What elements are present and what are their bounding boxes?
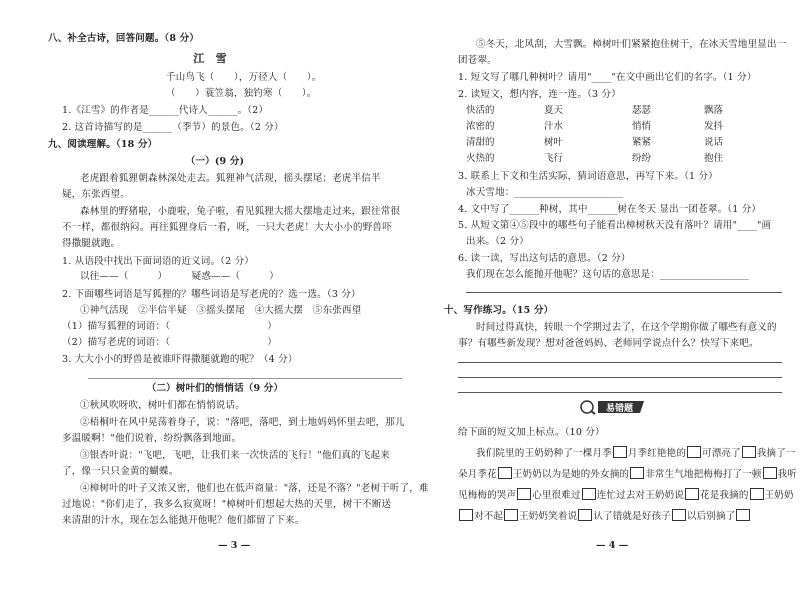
passage2-line: ⑤冬天，北风刮，大雪飘。樟树叶们紧紧抱住树干，在冰天雪地里显出一 <box>476 39 787 50</box>
passage1-line: 疑，东张西望。 <box>62 189 130 200</box>
q8-title: 八、补全古诗，回答问题。（8 分） <box>48 33 200 44</box>
punctuation-box[interactable] <box>685 488 699 500</box>
p1-q1: 1. 从语段中找出下面词语的近义词。（2 分） <box>62 256 254 267</box>
passage-text: 王奶奶 <box>764 490 794 501</box>
punctuation-box[interactable] <box>504 509 518 521</box>
q10-prompt-line: 时间过得真快，转眼一个学期过去了，在这个学期你做了哪些有意义的 <box>476 322 777 333</box>
passage-text: 可漂亮了 <box>702 448 741 459</box>
passage1-line: 得撒腿就跑。 <box>62 238 121 249</box>
answer-line <box>88 378 402 379</box>
q10-title: 十、写作练习。（15 分） <box>444 305 554 316</box>
punctuation-line <box>476 446 796 460</box>
punctuation-box[interactable] <box>736 509 750 521</box>
r-q3-item: 冰天雪地：______________________ <box>466 187 624 198</box>
p1-q2-a: （1）描写狐狸的词语：（ ） <box>62 321 277 332</box>
passage1-line: 森林里的野猪啦，小鹿啦，兔子啦，看见狐狸大摇大摆地走过来，跟往常很 <box>80 206 401 217</box>
poem-title: 江 雪 <box>193 52 227 65</box>
vocab-cell: 飘落 <box>704 105 724 116</box>
r-q3: 3. 联系上下文和生活实际，猜词语意思，再写下来。（1 分） <box>458 171 718 182</box>
r-q1: 1. 短文写了哪几种树叶？请用"____"在文中画出它们的名字。（1 分） <box>458 72 757 83</box>
poem-line-1: 千山鸟飞（ ），万径人（ ）。 <box>166 72 322 83</box>
bonus-question: 给下面的短文加上标点。（10 分） <box>458 427 605 438</box>
passage2-line: ①秋风吹呀吹，树叶们都在悄悄说话。 <box>80 400 245 411</box>
writing-line <box>458 362 782 363</box>
punctuation-box[interactable] <box>742 446 756 458</box>
punctuation-box[interactable] <box>687 446 701 458</box>
passage2-line: ④樟树叶的叶子又浓又密，他们也在低声商量："落，还是不落？"老树干听了，难 <box>80 483 429 494</box>
r-q5-line2: 出来。（2 分） <box>466 236 529 247</box>
part1-title: （一）(9 分) <box>185 156 245 167</box>
page-number: — 3 — <box>218 540 251 551</box>
punctuation-box[interactable] <box>630 467 644 479</box>
vocab-cell: 紧紧 <box>632 137 652 148</box>
part2-title: （二）树叶们的悄悄话（9 分） <box>146 383 284 394</box>
passage-text: 认了错就是好孩子 <box>593 511 671 522</box>
punctuation-line <box>458 467 797 481</box>
p1-q3: 3. 大大小小的野兽是被谁吓得撒腿就跑的呢？（4 分） <box>62 354 298 365</box>
passage1-line: 不一样，都很纳闷。再往狐狸身后一看，呀，一只大老虎！大大小小的野兽吓 <box>62 222 392 233</box>
poem-line-2: （ ）蓑笠翁，独钓寒（ ）。 <box>166 88 317 99</box>
passage-text: 心里很难过 <box>532 490 581 501</box>
passage2-line: 了，像一只只金黄的蝴蝶。 <box>62 466 179 477</box>
punctuation-line <box>458 509 751 523</box>
punctuation-line <box>458 488 794 502</box>
writing-line <box>458 377 782 378</box>
passage-text: 我摘了一 <box>756 448 796 459</box>
punctuation-box[interactable] <box>498 467 512 479</box>
page-number: — 4 — <box>596 540 629 551</box>
passage-text: 王奶奶笑着说 <box>519 511 578 522</box>
passage2-line: 多温暖啊！"他们说着，纷纷飘落到地面。 <box>62 433 242 444</box>
punctuation-box[interactable] <box>672 509 686 521</box>
q10-prompt-line: 事？有哪些新发现？想对爸爸妈妈、老师同学说点什么？快写下来吧。 <box>458 338 759 349</box>
vocab-cell: 清甜的 <box>466 137 495 148</box>
passage-text: 非常生气地把梅梅打了一顿 <box>645 469 762 480</box>
p1-q2-b: （2）描写老虎的词语：（ ） <box>62 337 277 348</box>
vocab-cell: 夏天 <box>544 105 564 116</box>
punctuation-box[interactable] <box>613 446 627 458</box>
vocab-cell: 浓密的 <box>466 121 495 132</box>
punctuation-box[interactable] <box>750 488 764 500</box>
r-q6-item: 我们现在怎么能抛开他呢？这句话的意思是：__________________ <box>466 269 750 280</box>
r-q2: 2. 读短文，想内容，连一连。（3 分） <box>458 89 621 100</box>
passage-text: 对不起 <box>474 511 504 522</box>
writing-line <box>458 392 782 393</box>
vocab-cell: 快活的 <box>466 105 495 116</box>
passage-text: 花是我摘的 <box>700 490 749 501</box>
q9-title: 九、阅读理解。（18 分） <box>48 139 158 150</box>
passage-text: 我们院里的王奶奶种了一棵月季 <box>476 448 612 459</box>
passage-text: 连忙过去对王奶奶说 <box>596 490 685 501</box>
passage2-line: 来清甜的汁水，现在怎么能抛开他呢？他们都留了下来。 <box>62 515 305 526</box>
right-page <box>400 0 800 592</box>
q8-1: 1.《江雪》的作者是______代诗人______。（2） <box>62 105 269 116</box>
vocab-cell: 纷纷 <box>632 153 652 164</box>
vocab-cell: 瑟瑟 <box>632 105 652 116</box>
passage-text: 月季红艳艳的 <box>627 448 687 459</box>
passage-text: 以后别摘了 <box>686 511 736 522</box>
passage2-line: 过地说："你们走了，我多么寂寞呀！"樟树叶们想起大热的天里，树干不断送 <box>62 499 392 510</box>
r-q6: 6. 读一读，写出这句话的意思。（2 分） <box>458 253 631 264</box>
bonus-title: 易错题 <box>606 404 634 414</box>
punctuation-box[interactable] <box>763 467 777 479</box>
passage2-line: ③银杏叶说："飞吧，飞吧，让我们来一次快活的飞行！"他们真的飞起来 <box>80 450 390 461</box>
passage-text: 朵月季花 <box>458 469 497 480</box>
vocab-cell: 抱住 <box>704 153 724 164</box>
vocab-cell: 飞行 <box>544 153 564 164</box>
passage-text: 见梅梅的哭声 <box>458 490 517 501</box>
passage2-line: ②梧桐叶在风中晃荡着身子，说："落吧，落吧，到土地妈妈怀里去吧，那儿 <box>80 417 405 428</box>
p1-q2: 2. 下面哪些词语是写狐狸的？哪些词语是写老虎的？选一选。（3 分） <box>62 289 361 300</box>
vocab-cell: 树叶 <box>544 137 564 148</box>
punctuation-box[interactable] <box>578 509 592 521</box>
answer-line <box>466 292 782 293</box>
passage2-line: 团苍翠。 <box>458 55 497 66</box>
passage-text: 王奶奶以为是她的外女摘的 <box>512 469 630 480</box>
punctuation-box[interactable] <box>582 488 596 500</box>
punctuation-box[interactable] <box>517 488 531 500</box>
vocab-cell: 说话 <box>704 137 724 148</box>
p1-q2-options: ①神气活现 ②半信半疑 ③摇头摆尾 ④大摇大摆 ⑤东张西望 <box>80 305 362 316</box>
passage-text: 我听 <box>777 469 798 480</box>
p1-q1-items: 以往——（ ） 疑惑——（ ） <box>80 271 279 282</box>
r-q4: 4. 文中写了______种树，其中______树在冬天 显出一团苍翠。（1 分） <box>458 204 762 215</box>
passage1-line: 老虎跟着狐狸朝森林深处走去。狐狸神气活现，摇头摆尾；老虎半信半 <box>80 173 381 184</box>
q8-2: 2. 这首诗描写的是______（季节）的景色。（2 分） <box>62 122 284 133</box>
vocab-cell: 悄悄 <box>632 121 652 132</box>
punctuation-box[interactable] <box>459 509 473 521</box>
r-q5-line1: 5. 从短文第④⑤段中的哪些句子能看出樟树秋天没有落叶？请用"____"画 <box>458 220 772 231</box>
bonus-badge <box>578 399 648 415</box>
vocab-cell: 发抖 <box>704 121 724 132</box>
vocab-cell: 火热的 <box>466 153 495 164</box>
vocab-cell: 汁水 <box>544 121 564 132</box>
